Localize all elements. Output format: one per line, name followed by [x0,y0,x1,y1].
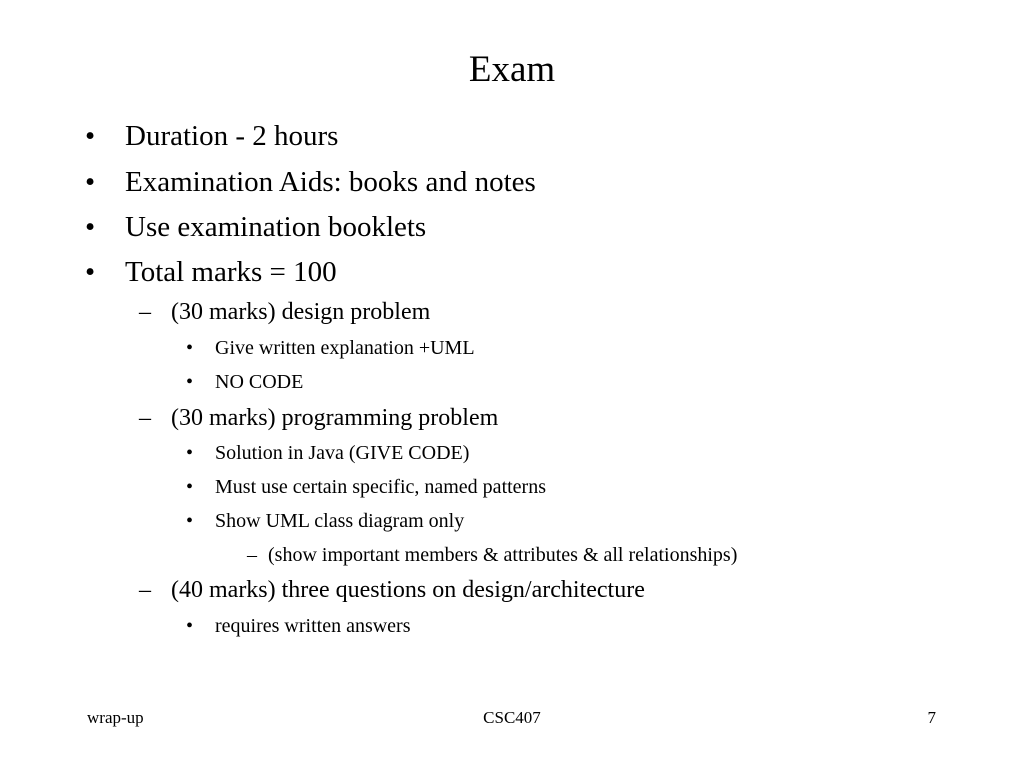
slide-title: Exam [468,49,556,90]
detail-item-text: (show important members & attributes & all relationships) [268,544,738,566]
bullet-marker: • [85,166,96,198]
sub-sub-item-text: Give written explanation +UML [215,337,475,359]
bullet-text: Examination Aids: books and notes [125,166,536,198]
footer-course-code: CSC407 [483,708,541,727]
bullet-marker: • [85,211,96,243]
sub-sub-item-text: requires written answers [215,615,411,637]
bullet-text: Duration - 2 hours [125,120,339,152]
dash-marker: – [247,544,257,566]
sub-item-text: (30 marks) programming problem [171,405,499,431]
bullet-text: Use examination booklets [125,211,427,243]
dash-marker: – [139,405,151,431]
sub-sub-item-text: Solution in Java (GIVE CODE) [215,442,470,464]
bullet-marker: • [85,256,96,288]
bullet-marker: • [186,371,194,393]
dash-marker: – [139,299,151,325]
bullet-marker: • [186,337,194,359]
bullet-marker: • [186,476,194,498]
footer-section-label: wrap-up [87,708,144,727]
footer-page-number: 7 [927,708,936,727]
bullet-marker: • [186,510,194,532]
sub-item-text: (40 marks) three questions on design/architecture [171,577,645,603]
bullet-text: Total marks = 100 [125,256,337,288]
dash-marker: – [139,577,151,603]
sub-sub-item-text: NO CODE [215,371,304,393]
sub-sub-item-text: Must use certain specific, named patterns [215,476,546,498]
bullet-marker: • [85,120,96,152]
sub-item-text: (30 marks) design problem [171,299,431,325]
sub-sub-item-text: Show UML class diagram only [215,510,465,532]
bullet-marker: • [186,615,194,637]
bullet-marker: • [186,442,194,464]
